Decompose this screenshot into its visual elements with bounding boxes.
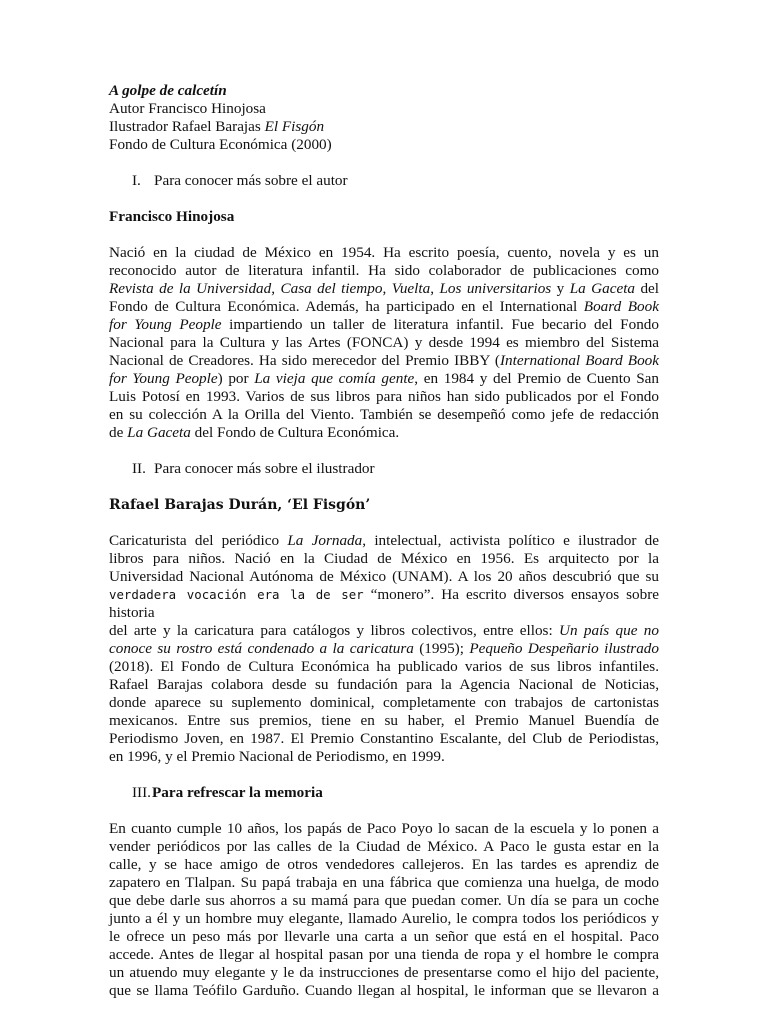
book-illustrator: Ilustrador Rafael Barajas El Fisgón <box>109 118 325 135</box>
book-publisher: Fondo de Cultura Económica (2000) <box>109 136 332 153</box>
book-title: A golpe de calcetín <box>109 82 227 99</box>
section-heading-illustrator: II. Para conocer más sobre el ilustrador <box>132 460 375 477</box>
story-summary: En cuanto cumple 10 años, los papás de Paco Poyo lo sacan de la escuela y lo ponen a vender periódicos por las calles de la Ciudad de México. A Paco le gusta estar en la calle, y se hace amigo de otros vendedores callejeros. En las tardes es aprendiz de zapatero en Tlalpan. Su papá trabaja en una fábrica que comienza una huelga, de modo que debe darle sus ahorros a su mamá para que puedan comer. Un día se para un coche junto a él y un hombre muy elegante, llamado Aurelio, le compra todos los periódicos y le ofrece un peso más por llevarle una carta a un señor que está en el hospital. Paco accede. Antes de llegar al hospital pasan por una tienda de ropa y el hombre le compra un atuendo muy elegante y le da instrucciones de presentarse como el hijo del paciente, que se llama Teófilo Garduño. Cuando llegan al hospital, le informan que se llevaron a <box>109 820 659 999</box>
section-heading-summary: III.Para refrescar la memoria <box>132 784 323 801</box>
author-bio: Nació en la ciudad de México en 1954. Ha escrito poesía, cuento, novela y es un reconocido autor de literatura infantil. Ha sido colaborador de publicaciones como Revista de la Universidad, Casa del tiempo, Vuelta, Los universitarios y La Gaceta del Fondo de Cultura Económica. Además, ha participado en el International Board Book for Young People impartiendo un taller de literatura infantil. Fue becario del Fondo Nacional para la Cultura y las Artes (FONCA) y desde 1994 es miembro del Sistema Nacional de Creadores. Ha sido merecedor del Premio IBBY (International Board Book for Young People) por La vieja que comía gente, en 1984 y del Premio de Cuento San Luis Potosí en 1993. Varios de sus libros para niños han sido publicados por el Fondo en su colección A la Orilla del Viento. También se desempeñó como jefe de redacción de La Gaceta del Fondo de Cultura Económica. <box>109 244 660 441</box>
illustrator-bio: Caricaturista del periódico La Jornada, intelectual, activista político e ilustrador de libros para niños. Nació en la Ciudad de México en 1956. Es arquitecto por la Universidad Nacional Autónoma de México (UNAM). A los 20 años descubrió que su verdadera vocación era la de ser “monero”. Ha escrito diversos ensayos sobre historia del arte y la caricatura para catálogos y libros colectivos, entre ellos: Un país que no conoce su rostro está condenado a la caricatura (1995); Pequeño Despeñario ilustrado (2018). El Fondo de Cultura Económica ha publicado varios de sus libros infantiles. Rafael Barajas colabora desde su fundación para la Agencia Nacional de Noticias, donde aparece su suplemento dominical, completamente con trabajos de cartonistas mexicanos. Entre sus premios, tiene en su haber, el Premio Manuel Buendía de Periodismo Joven, en 1987. El Premio Constantino Escalante, del Club de Periodistas, en 1996, y el Premio Nacional de Periodismo, en 1999. <box>109 532 659 765</box>
illustrator-name: Rafael Barajas Durán, ‘El Fisgón’ <box>109 497 371 513</box>
section-heading-author: I. Para conocer más sobre el autor <box>132 172 348 189</box>
document-page <box>109 82 659 1000</box>
author-name: Francisco Hinojosa <box>109 208 235 225</box>
book-author: Autor Francisco Hinojosa <box>109 100 266 117</box>
